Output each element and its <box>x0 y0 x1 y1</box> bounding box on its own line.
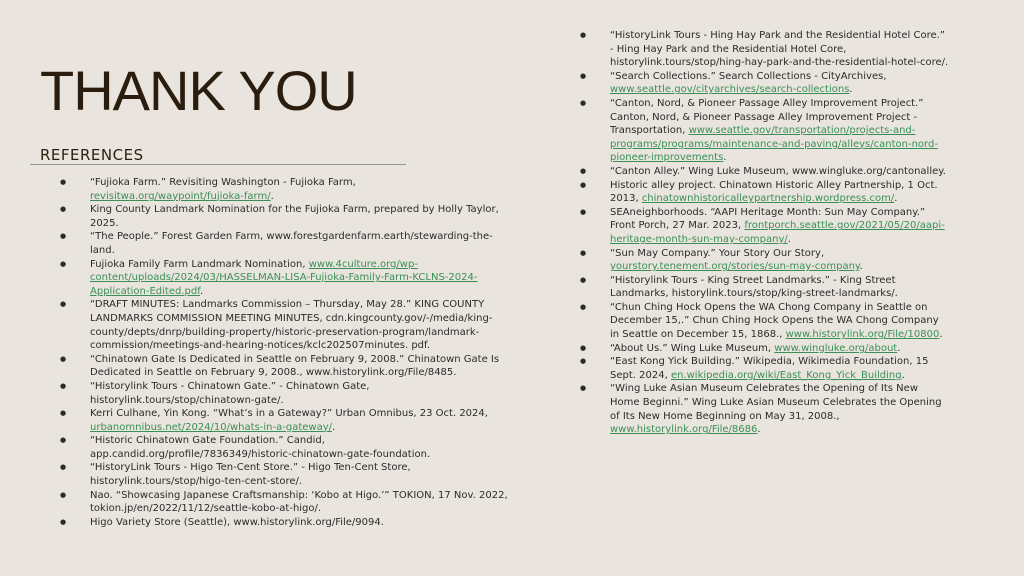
reference-item <box>580 382 950 436</box>
reference-tail: . <box>939 329 943 341</box>
reference-item <box>60 380 510 407</box>
reference-item <box>580 355 950 382</box>
reference-link[interactable]: www.historylink.org/File/8686 <box>610 424 758 436</box>
reference-text: “Historylink Tours - Chinatown Gate.” - Chinatown Gate, historylink.tours/stop/chinatown-gate/. <box>90 380 370 406</box>
reference-text: “HistoryLink Tours - Higo Ten-Cent Store.” - Higo Ten-Cent Store, historylink.tours/stop/higo-ten-cent-store/. <box>90 462 411 488</box>
reference-link[interactable]: www.seattle.gov/cityarchives/search-collections <box>610 84 850 96</box>
reference-item <box>60 516 510 530</box>
references-heading: REFERENCES <box>40 146 144 164</box>
reference-item <box>580 97 950 165</box>
left-reference-list <box>60 176 510 529</box>
right-reference-list <box>580 29 950 437</box>
reference-text: Nao. “Showcasing Japanese Craftsmanship: ‘Kobo at Higo.’” TOKION, 17 Nov. 2022, tokion.jp/en/2022/11/12/seattle-kobo-at-higo/. <box>90 489 508 515</box>
reference-text: “Historic Chinatown Gate Foundation.” Candid, app.candid.org/profile/7836349/historic-chinatown-gate-foundation. <box>90 435 431 460</box>
reference-item <box>580 301 950 342</box>
reference-item <box>60 298 510 352</box>
reference-text: Fujioka Family Farm Landmark Nomination, <box>90 258 309 270</box>
reference-item <box>60 203 510 230</box>
reference-tail: . <box>270 190 274 202</box>
reference-text: “Fujioka Farm.” Revisiting Washington - Fujioka Farm, <box>90 177 356 188</box>
reference-item <box>60 258 510 299</box>
reference-item <box>60 461 510 488</box>
reference-tail: . <box>787 233 791 245</box>
reference-item <box>580 29 950 70</box>
reference-link[interactable]: www.4culture.org/wp-content/uploads/2024/03/HASSELMAN-LISA-Fujioka-Family-Farm-KCLNS-2024-Application-Edited.pdf <box>90 258 478 297</box>
reference-tail: . <box>332 421 336 433</box>
reference-text: Historic alley project. Chinatown Historic Alley Partnership, 1 Oct. 2013, <box>610 179 938 205</box>
reference-link[interactable]: www.historylink.org/File/10800 <box>785 329 940 341</box>
reference-tail: . <box>897 342 901 354</box>
reference-text: “HistoryLink Tours - Hing Hay Park and the Residential Hotel Core.” - Hing Hay Park and the Residential Hotel Core, historylink.tours/stop/hing-hay-park-and-the-residential-hotel-core/. <box>610 30 949 69</box>
reference-item <box>580 70 950 97</box>
reference-item <box>60 353 510 380</box>
reference-tail: . <box>757 424 761 436</box>
reference-text: “Sun May Company.” Your Story Our Story, <box>610 247 825 259</box>
reference-text: Kerri Culhane, Yin Kong. “What’s in a Gateway?” Urban Omnibus, 23 Oct. 2024, <box>90 408 488 420</box>
reference-text: “The People.” Forest Garden Farm, www.forestgardenfarm.earth/stewarding-the-land. <box>90 231 493 256</box>
reference-text: “Chinatown Gate Is Dedicated in Seattle on February 9, 2008.” Chinatown Gate Is Dedicated in Seattle on February 9, 2008., www.historylink.org/File/8485. <box>90 353 500 379</box>
reference-item <box>580 206 950 247</box>
reference-item <box>60 230 510 257</box>
reference-text: “Canton Alley.” Wing Luke Museum, www.wingluke.org/cantonalley. <box>610 165 946 177</box>
reference-item <box>60 407 510 434</box>
reference-text: SEAneighborhoods. “AAPI Heritage Month: Sun May Company.” Front Porch, 27 Mar. 2023, <box>610 206 926 232</box>
reference-item <box>580 247 950 274</box>
reference-tail: . <box>849 84 853 96</box>
reference-link[interactable]: www.wingluke.org/about <box>774 342 898 354</box>
reference-link[interactable]: en.wikipedia.org/wiki/East_Kong_Yick_Building <box>670 369 902 381</box>
reference-tail: . <box>723 152 727 164</box>
reference-link[interactable]: revisitwa.org/waypoint/fujioka-farm/ <box>90 190 271 202</box>
reference-text: “DRAFT MINUTES: Landmarks Commission – Thursday, May 28.” KING COUNTY LANDMARKS COMMISSION MEETING MINUTES, cdn.kingcounty.gov/-/media/king-county/depts/dnrp/building-property/historic-preservation-program/landmark-commission/meetings-and-hearing-notices/kclc202507minutes. pdf. <box>90 299 493 352</box>
reference-tail: . <box>901 369 905 381</box>
reference-item <box>580 342 950 356</box>
reference-text: “Historylink Tours - King Street Landmarks.” - King Street Landmarks, historylink.tours/stop/king-street-landmarks/. <box>610 274 898 300</box>
reference-tail: . <box>200 285 204 297</box>
reference-text: “Search Collections.” Search Collections - CityArchives, <box>610 70 887 82</box>
reference-text: “East Kong Yick Building.” Wikipedia, Wikimedia Foundation, 15 Sept. 2024, <box>610 356 929 381</box>
reference-text: King County Landmark Nomination for the Fujioka Farm, prepared by Holly Taylor, 2025. <box>90 204 499 229</box>
reference-tail: . <box>894 193 898 205</box>
reference-text: “Chun Ching Hock Opens the WA Chong Company in Seattle on December 15,.” Chun Ching Hock Opens the WA Chong Company in Seattle on December 15, 1868., <box>610 301 939 341</box>
reference-item <box>580 274 950 301</box>
reference-link[interactable]: frontporch.seattle.gov/2021/05/20/aapi-heritage-month-sun-may-company/ <box>610 220 945 245</box>
reference-item <box>60 176 510 203</box>
reference-item <box>580 165 950 179</box>
reference-link[interactable]: www.seattle.gov/transportation/projects-and-programs/programs/maintenance-and-paving/alleys/canton-nord-pioneer-improvements <box>610 125 938 164</box>
reference-link[interactable]: urbanomnibus.net/2024/10/whats-in-a-gateway/ <box>90 421 332 433</box>
reference-link[interactable]: yourstory.tenement.org/stories/sun-may-company <box>610 261 860 273</box>
reference-item <box>60 489 510 516</box>
reference-item <box>580 179 950 206</box>
reference-text: Higo Variety Store (Seattle), www.historylink.org/File/9094. <box>90 516 384 528</box>
reference-link[interactable]: chinatownhistoricalleypartnership.wordpress.com/ <box>641 193 895 205</box>
reference-text: “About Us.” Wing Luke Museum, <box>610 342 775 354</box>
reference-text: “Wing Luke Asian Museum Celebrates the Opening of Its New Home Beginni.” Wing Luke Asian Museum Celebrates the Opening of Its New Home Beginning on May 31, 2008., <box>610 383 942 422</box>
page-title: THANK YOU <box>40 59 357 122</box>
reference-item <box>60 434 510 461</box>
reference-text: “Canton, Nord, & Pioneer Passage Alley Improvement Project.” Canton, Nord, & Pioneer Passage Alley Improvement Project - Transportation, <box>610 97 924 137</box>
heading-divider <box>30 164 406 165</box>
reference-tail: . <box>859 261 863 273</box>
